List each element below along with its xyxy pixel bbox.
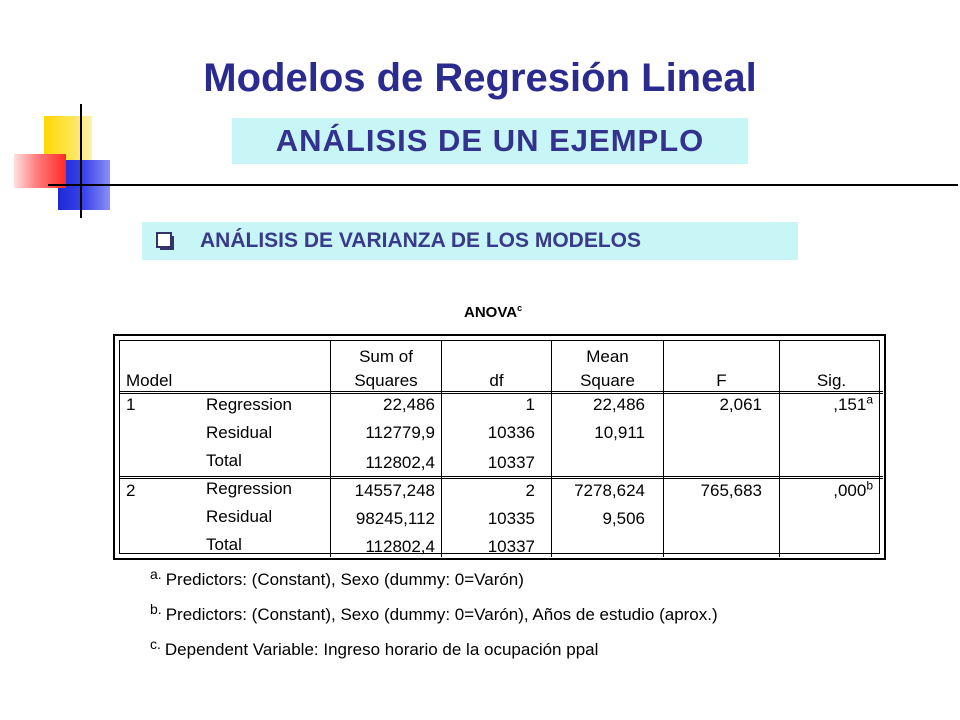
row2-ms: 10,911 [594, 423, 645, 442]
logo-red-square [14, 154, 66, 188]
row1-df: 1 [525, 395, 535, 414]
anova-table-title [464, 303, 522, 321]
footnote-c [150, 636, 598, 660]
header-ss-line1: Sum of [359, 347, 413, 366]
header-ms-line2: Square [580, 371, 635, 390]
row1-sig [780, 392, 873, 415]
section-heading: ANÁLISIS DE VARIANZA DE LOS MODELOS [200, 229, 642, 252]
row6-ss: 112802,4 [365, 537, 435, 556]
footnote-a [150, 566, 524, 590]
row1-sig-value: ,151 [833, 395, 867, 414]
row4-model: 2 [126, 481, 136, 500]
row6-source: Total [206, 535, 242, 554]
row5-ss: 98245,112 [355, 509, 435, 528]
row4-source: Regression [206, 479, 292, 498]
footnote-a-text: Predictors: (Constant), Sexo (dummy: 0=Varón) [165, 570, 524, 589]
header-divider-line [48, 184, 958, 186]
row5-df: 10335 [487, 509, 535, 528]
row5-ms: 9,506 [602, 509, 645, 528]
row2-df: 10336 [487, 423, 535, 442]
logo-vertical-line [80, 104, 82, 218]
row3-ss: 112802,4 [365, 453, 435, 472]
row1-sig-footnote: a [866, 392, 873, 407]
row1-ss: 22,486 [383, 395, 435, 414]
header-ms-line1: Mean [586, 347, 629, 366]
row4-ss: 14557,248 [354, 481, 435, 500]
row4-sig-footnote: b [866, 478, 873, 493]
anova-title-footnote: c [517, 303, 523, 313]
row4-f: 765,683 [700, 481, 762, 500]
anova-table [113, 334, 886, 560]
row1-model: 1 [126, 395, 136, 414]
slide-title: Modelos de Regresión Lineal [203, 56, 757, 100]
anova-title-text: ANOVA [464, 304, 518, 321]
row1-source: Regression [206, 395, 292, 414]
checkbox-bullet-icon [156, 232, 172, 248]
footnote-b [150, 601, 718, 625]
row4-ms: 7278,624 [574, 481, 645, 500]
subtitle-banner [232, 118, 748, 164]
footnote-c-mark: c. [150, 636, 161, 652]
footnote-c-text: Dependent Variable: Ingreso horario de la ocupación ppal [164, 640, 599, 659]
header-rule [120, 391, 883, 394]
row5-source: Residual [206, 507, 273, 526]
anova-table-grid [119, 340, 880, 554]
header-sig: Sig. [816, 371, 847, 390]
row2-source: Residual [206, 423, 273, 442]
row4-df: 2 [525, 481, 535, 500]
row2-ss: 112779,9 [365, 423, 435, 442]
row6-df: 10337 [487, 537, 535, 556]
footnote-b-text: Predictors: (Constant), Sexo (dummy: 0=Varón), Años de estudio (aprox.) [165, 605, 718, 624]
row4-sig [780, 478, 873, 501]
footnote-a-mark: a. [150, 566, 162, 582]
row3-df: 10337 [487, 453, 535, 472]
header-f: F [716, 371, 727, 390]
footnote-b-mark: b. [150, 601, 162, 617]
decorative-logo [0, 0, 140, 230]
header-model: Model [126, 371, 173, 390]
row1-ms: 22,486 [593, 395, 645, 414]
section-banner [142, 222, 798, 260]
header-ss-line2: Squares [354, 371, 418, 390]
row4-sig-value: ,000 [833, 481, 867, 500]
subtitle-text: ANÁLISIS DE UN EJEMPLO [275, 123, 705, 158]
row1-f: 2,061 [719, 395, 762, 414]
header-df: df [489, 371, 504, 390]
row3-source: Total [206, 451, 242, 470]
